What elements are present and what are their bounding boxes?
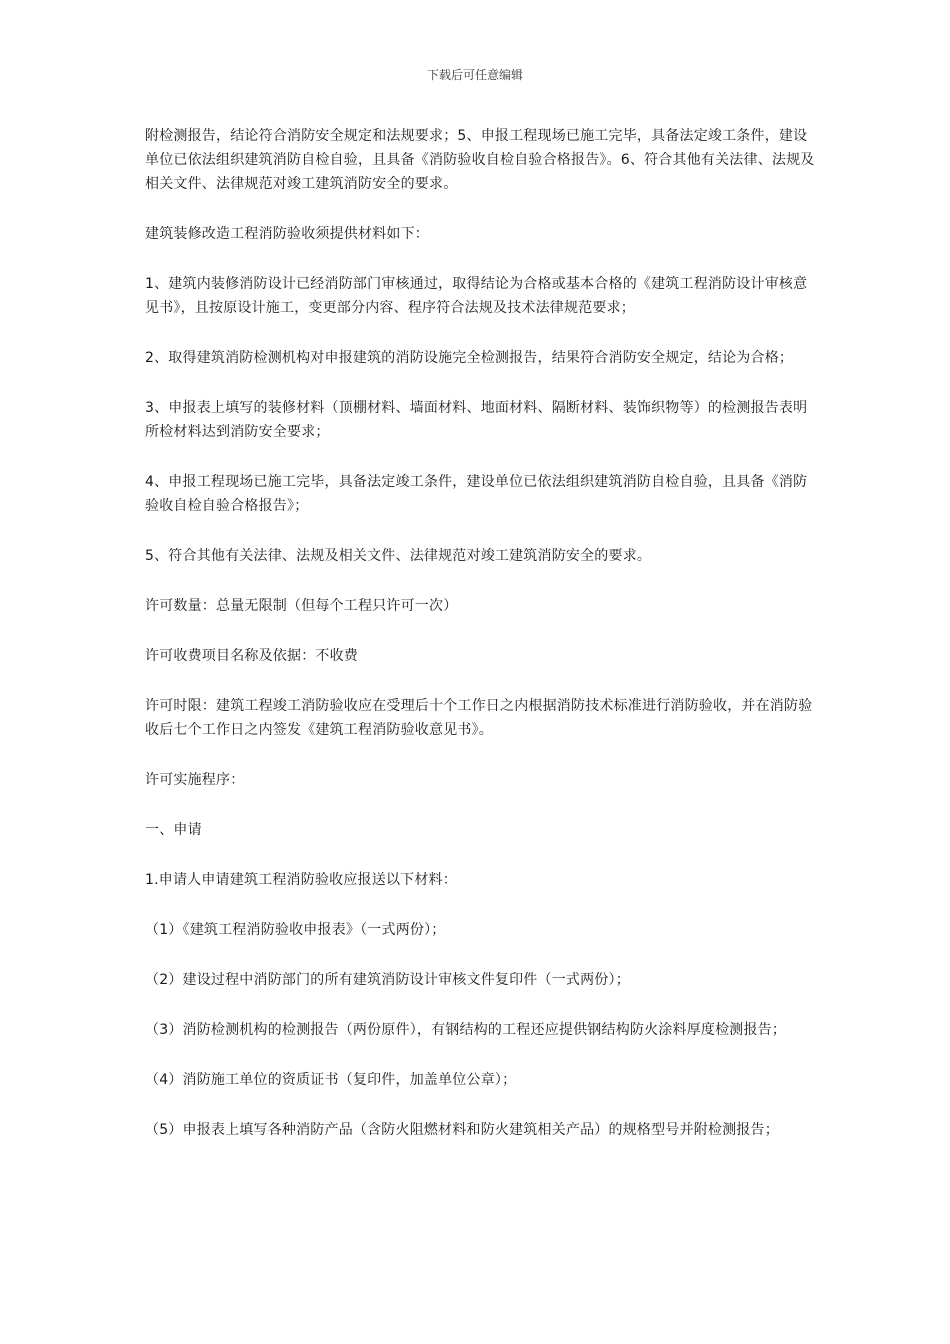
paragraph-material-5: （5）申报表上填写各种消防产品（含防火阻燃材料和防火建筑相关产品）的规格型号并附检测报告； bbox=[145, 1122, 779, 1138]
paragraph-intro-continuation: 附检测报告，结论符合消防安全规定和法规要求；5、申报工程现场已施工完毕，具备法定竣工条件，建设单位已依法组织建筑消防自检自验，且具备《消防验收自检自验合格报告》。6、符合其他有关法律、法规及相关文件、法律规范对竣工建筑消防安全的要求。 bbox=[145, 128, 815, 192]
paragraph-material-1: （1）《建筑工程消防验收申报表》（一式两份）； bbox=[145, 922, 446, 938]
paragraph-renovation-item-1: 1、建筑内装修消防设计已经消防部门审核通过，取得结论为合格或基本合格的《建筑工程消防设计审核意见书》，且按原设计施工，变更部分内容、程序符合法规及技术法律规范要求； bbox=[145, 276, 808, 316]
paragraph-application-materials: 1.申请人申请建筑工程消防验收应报送以下材料： bbox=[145, 872, 457, 888]
paragraph-permit-time-limit: 许可时限：建筑工程竣工消防验收应在受理后十个工作日之内根据消防技术标准进行消防验收，并在消防验收后七个工作日之内签发《建筑工程消防验收意见书》。 bbox=[145, 698, 813, 738]
paragraph-permit-quantity: 许可数量：总量无限制（但每个工程只许可一次） bbox=[145, 598, 458, 614]
paragraph-renovation-item-4: 4、申报工程现场已施工完毕，具备法定竣工条件，建设单位已依法组织建筑消防自检自验，且具备《消防验收自检自验合格报告》； bbox=[145, 474, 808, 514]
paragraph-renovation-item-3: 3、申报表上填写的装修材料（顶棚材料、墙面材料、地面材料、隔断材料、装饰织物等）的检测报告表明所检材料达到消防安全要求； bbox=[145, 400, 808, 440]
paragraph-permit-fee: 许可收费项目名称及依据：不收费 bbox=[145, 648, 358, 664]
paragraph-material-3: （3）消防检测机构的检测报告（两份原件），有钢结构的工程还应提供钢结构防火涂料厚度检测报告； bbox=[145, 1022, 787, 1038]
paragraph-material-4: （4）消防施工单位的资质证书（复印件，加盖单位公章）； bbox=[145, 1072, 517, 1088]
paragraph-procedure-heading: 许可实施程序： bbox=[145, 772, 245, 788]
paragraph-material-2: （2）建设过程中消防部门的所有建筑消防设计审核文件复印件（一式两份）； bbox=[145, 972, 630, 988]
paragraph-renovation-item-2: 2、取得建筑消防检测机构对申报建筑的消防设施完全检测报告，结果符合消防安全规定，结论为合格； bbox=[145, 350, 794, 366]
paragraph-section-application: 一、申请 bbox=[145, 822, 202, 838]
paragraph-renovation-item-5: 5、符合其他有关法律、法规及相关文件、法律规范对竣工建筑消防安全的要求。 bbox=[145, 548, 652, 564]
page-header: 下载后可任意编辑 bbox=[426, 68, 523, 82]
document-body bbox=[145, 124, 815, 1168]
paragraph-renovation-materials-heading: 建筑装修改造工程消防验收须提供材料如下： bbox=[145, 226, 429, 242]
